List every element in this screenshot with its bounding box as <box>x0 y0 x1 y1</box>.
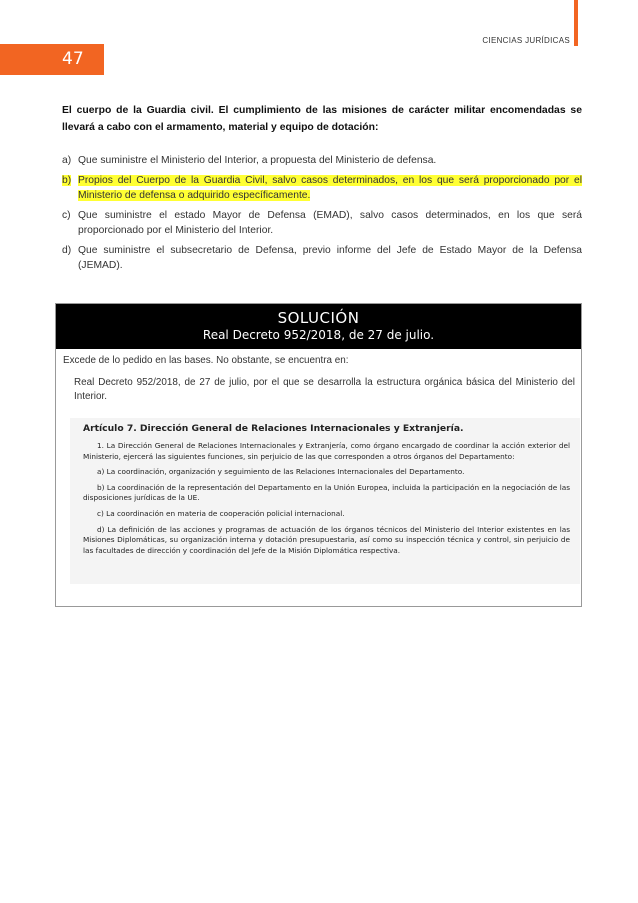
solution-reference: Real Decreto 952/2018, de 27 de julio, por el que se desarrolla la estructura orgánica básica del Ministerio del Interior. <box>74 377 575 402</box>
option-letter <box>62 173 78 204</box>
option-text <box>78 243 582 274</box>
solution-subtitle: Real Decreto 952/2018, de 27 de julio. <box>202 328 435 342</box>
section-title: CIENCIAS JURÍDICAS <box>482 36 570 45</box>
option-a <box>62 153 582 169</box>
option-d-text: Que suministre el subsecretario de Defensa, previo informe del Jefe de Estado Mayor de la Defensa (JEMAD). <box>78 244 582 271</box>
page-number: 47 <box>62 49 84 69</box>
solution-header <box>56 304 581 349</box>
article-excerpt <box>70 418 580 584</box>
question-text: El cuerpo de la Guardia civil. El cumplimiento de las misiones de carácter militar encomendadas se llevará a cabo con el armamento, material y equipo de dotación: <box>62 105 582 133</box>
option-b <box>62 173 582 204</box>
option-letter: d) <box>62 244 72 256</box>
article-paragraph-text: 1. La Dirección General de Relaciones Internacionales y Extranjería, como órgano encargado de coordinar la acción exterior del Ministerio, ejercerá las siguientes funciones, sin perjuicio de las que corresponden a otros órganos del Departamento: <box>83 441 570 461</box>
article-title: Artículo 7. Dirección General de Relaciones Internacionales y Extranjería. <box>83 423 464 434</box>
article-paragraph-text: c) La coordinación en materia de cooperación policial internacional. <box>97 508 345 518</box>
option-letter: c) <box>62 209 71 221</box>
option-a-text: Que suministre el Ministerio del Interior, a propuesta del Ministerio de defensa. <box>78 155 437 166</box>
option-b-text-highlight: Propios del Cuerpo de la Guardia Civil, salvo casos determinados, en los que será proporcionado por el Ministerio de defensa o adquirido específicamente. <box>78 174 582 201</box>
page-number-tab <box>0 44 104 75</box>
article-paragraph-text: d) La definición de las acciones y programas de actuación de los órganos técnicos del Ministerio del Interior existentes en las Misiones Diplomáticas, su organización interna y dotación presupuestaria, así como su inspección técnica y control, sin perjuicio de las facultades de dirección y coordinación del Jefe de la Misión Diplomática respectiva. <box>83 524 570 555</box>
article-paragraph <box>83 509 570 520</box>
article-paragraph <box>83 441 570 462</box>
article-paragraph-text: b) La coordinación de la representación del Departamento en la Unión Europea, incluida la participación en la negociación de las disposiciones jurídicas de la UE. <box>83 482 570 503</box>
article-paragraph <box>83 525 570 557</box>
solution-title: SOLUCIÓN <box>277 309 360 327</box>
option-letter: a) <box>62 155 72 166</box>
article-paragraph <box>83 467 570 478</box>
article-paragraph <box>83 483 570 504</box>
answer-options <box>62 153 582 278</box>
option-d <box>62 243 582 274</box>
solution-body <box>56 349 581 584</box>
header-accent-rule <box>574 0 578 46</box>
option-text <box>78 153 582 169</box>
option-c <box>62 208 582 239</box>
option-text <box>78 173 582 204</box>
solution-box <box>55 303 582 607</box>
option-b-letter-highlight: b) <box>62 174 72 186</box>
option-text <box>78 208 582 239</box>
article-paragraph-text: a) La coordinación, organización y seguimiento de las Relaciones Internacionales del Departamento. <box>97 467 465 477</box>
option-c-text: Que suministre el estado Mayor de Defensa (EMAD), salvo casos determinados, en los que será proporcionado por el Ministerio del Interior. <box>78 209 582 236</box>
solution-intro: Excede de lo pedido en las bases. No obstante, se encuentra en: <box>63 355 349 366</box>
